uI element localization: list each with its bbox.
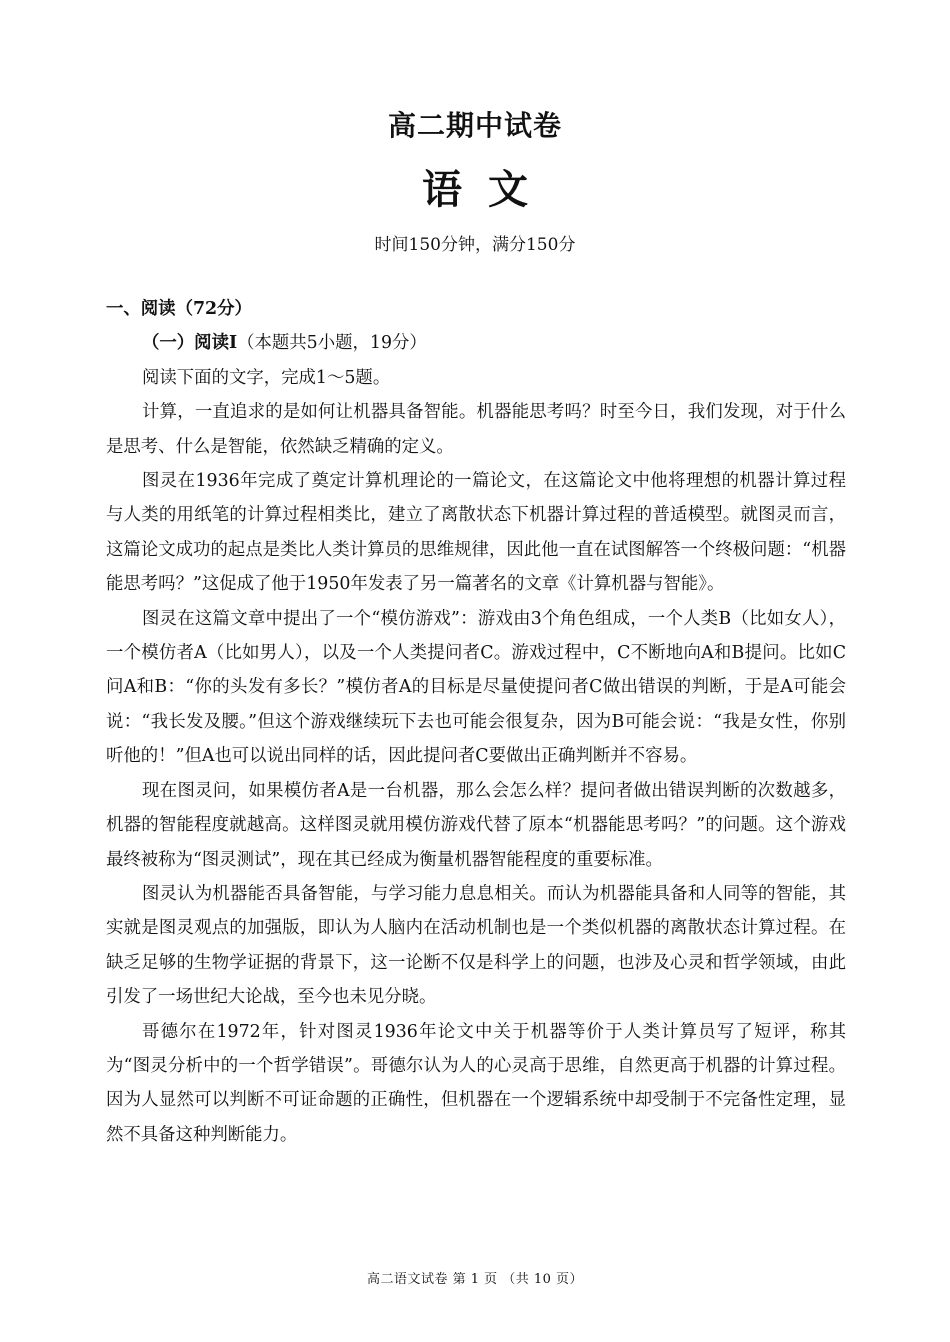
sub-heading [106,326,846,360]
time-info: 时间150分钟，满分150分 [374,235,576,255]
paragraph: 图灵在1936年完成了奠定计算机理论的一篇论文，在这篇论文中他将理想的机器计算过程与人类的用纸笔的计算过程相类比，建立了离散状态下机器计算过程的普适模型。就图灵而言，这篇论文成功的起点是类比人类计算员的思维规律，因此他一直在试图解答一个终极问题：“机器能思考吗？”这促成了他于1950年发表了另一篇著名的文章《计算机器与智能》。 [106,471,846,595]
paragraph: 图灵在这篇文章中提出了一个“模仿游戏”：游戏由3个角色组成，一个人类B（比如女人），一个模仿者A（比如男人），以及一个人类提问者C。游戏过程中，C不断地向A和B提问。比如C问A和B：“你的头发有多长？”模仿者A的目标是尽量使提问者C做出错误的判断，于是A可能会说：“我长发及腰。”但这个游戏继续玩下去也可能会很复杂，因为B可能会说：“我是女性，你别听他的！”但A也可以说出同样的话，因此提问者C要做出正确判断并不容易。 [106,608,846,767]
section-heading: 一、阅读（72分） [106,299,252,319]
paragraph: 哥德尔在1972年，针对图灵1936年论文中关于机器等价于人类计算员写了短评，称其为“图灵分析中的一个哲学错误”。哥德尔认为人的心灵高于思维，自然更高于机器的计算过程。因为人显然可以判断不可证命题的正确性，但机器在一个逻辑系统中却受制于不完备性定理，显然不具备这种判断能力。 [106,1021,846,1145]
exam-title: 高二期中试卷 [387,109,562,142]
sub-heading-detail: （本题共5小题，19分） [237,333,427,354]
paragraph: 图灵认为机器能否具备智能，与学习能力息息相关。而认为机器能具备和人同等的智能，其实就是图灵观点的加强版，即认为人脑内在活动机制也是一个类似机器的离散状态计算过程。在缺乏足够的生物学证据的背景下，这一论断不仅是科学上的问题，也涉及心灵和哲学领域，由此引发了一场世纪大论战，至今也未见分晓。 [106,883,846,1008]
subject-title: 语文 [422,166,554,213]
sub-heading-label: （一）阅读Ⅰ [142,333,238,354]
page-footer: 高二语文试卷 第 1 页 （共 10 页） [366,1272,584,1287]
exam-content [106,292,846,1152]
paragraph: 现在图灵问，如果模仿者A是一台机器，那么会怎么样？提问者做出错误判断的次数越多，机器的智能程度就越高。这样图灵就用模仿游戏代替了原本“机器能思考吗？”的问题。这个游戏最终被称为“图灵测试”，现在其已经成为衡量机器智能程度的重要标准。 [106,780,846,870]
instruction: 阅读下面的文字，完成1～5题。 [142,367,391,388]
paragraph: 计算，一直追求的是如何让机器具备智能。机器能思考吗？时至今日，我们发现，对于什么是思考、什么是智能，依然缺乏精确的定义。 [106,402,846,457]
